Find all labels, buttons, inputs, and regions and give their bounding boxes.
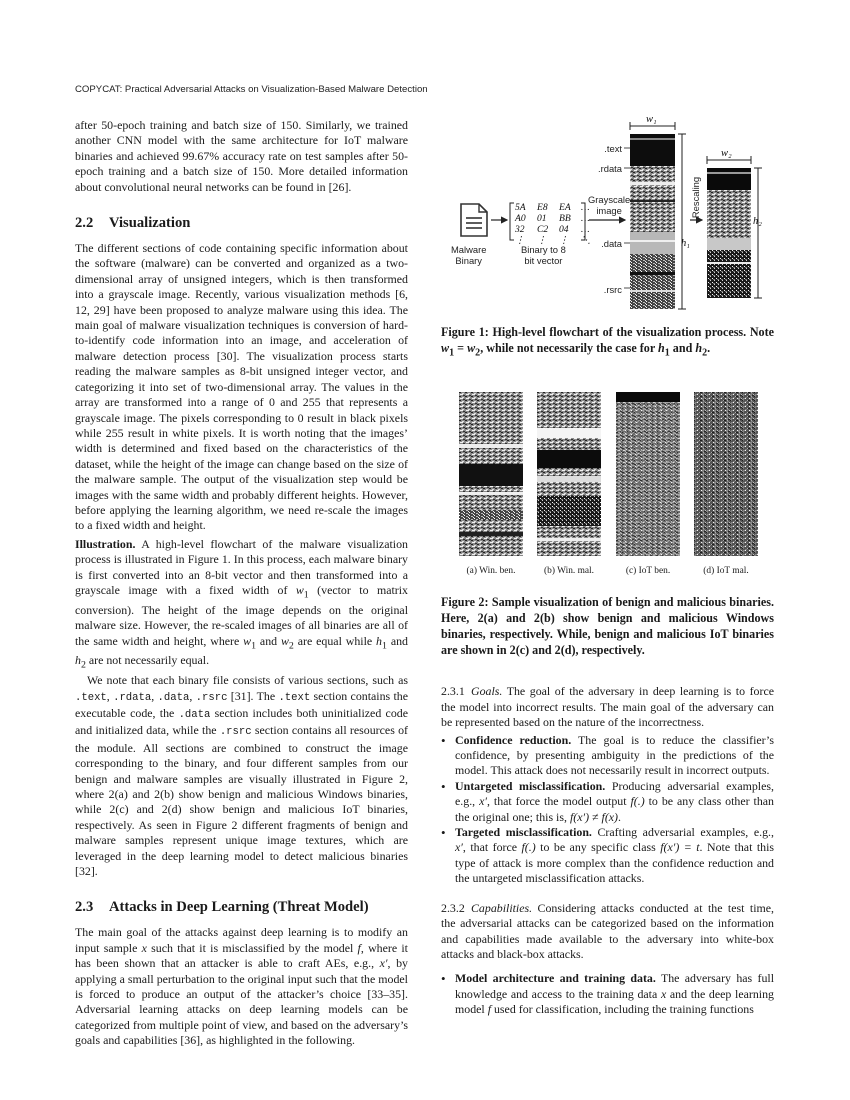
figure-1-caption: Figure 1: High-level flowchart of the visualization process. Note $w_1 = w_2$, while not necessarily the case for $h_1$ and $h_2$. — [441, 325, 774, 359]
subcaption-d: (d) IoT mal. — [703, 566, 749, 577]
binary-to-vector-label: Binary to 8 bit vector — [521, 244, 566, 266]
thumb-win-malicious — [537, 392, 601, 556]
capabilities-paragraph: 2.3.2 Capabilities. Considering attacks conducted at the test time, the adversarial attacks can be categorized based on the information and capabilities made available to the adversary into white-box attacks and black-box attacks. — [441, 900, 774, 961]
rescaling-label: Rescaling — [690, 176, 702, 219]
malware-binary-label: Malware Binary — [451, 244, 487, 266]
intro-paragraph: after 50-epoch training and batch size of 150. Similarly, we trained another CNN model with the same architecture for IoT malware binaries and achieved 99.67% accuracy rate on test samples after 50-epoch training and a batch size of 150. More detailed information about convolutional neural networks can be found in [26]. — [75, 118, 408, 194]
h2-label: h₂ — [753, 216, 762, 227]
section-label-rdata: .rdata — [598, 163, 622, 174]
section-label-rsrc: .rsrc — [603, 284, 622, 295]
figure-1 — [441, 112, 774, 322]
goals-list — [441, 733, 774, 887]
section-heading-visualization: 2.2 Visualization — [75, 215, 191, 232]
running-head: COPYCAT: Practical Adversarial Attacks on Visualization-Based Malware Detection — [75, 84, 428, 95]
list-item-confidence-reduction: • Confidence reduction. The goal is to reduce the classifier’s confidence, by presenting ambiguity in the predictions of the model. This attack does not necessarily result in incorrect outputs. — [441, 733, 774, 779]
visualization-paragraph: The different sections of code containing specific information about the software (malware) can be converted and organized as a two-dimensional array of unsigned integers, which is then transformed into a grayscale image. Recently, various visualization methods [6, 12, 29] have been proposed to analyze malware using this idea. The main goal of malware visualization techniques is conversion of hard-to-identify code information into an image, and acceleration of malware detection process [30]. The visualization process starts reading the malware samples as 8-bit unsigned integer vector, and categorizing it into set of two-dimensional array. The values in the array are transformed into a range of 0 and 255 that represents a grayscale image. The pixels corresponding to 0 result in black pixels while 255 result in white pixels. It is worth noting that the images’ width is determined and fixed based on the characteristics of the dataset, while the height of the image can change based on the size of the malware sample. The output of the visualization step would be images with the same width and probably different heights. However, before applying the learning algorithm, we need re-scale the images to a fixed width and height. — [75, 241, 408, 533]
list-item-model-architecture: • Model architecture and training data. The adversary has full knowledge and access to the training data x and the deep learning model f used for classification, including the training functions — [441, 971, 774, 1017]
section-label-data: .data — [601, 238, 622, 249]
rescaled-image — [707, 168, 751, 298]
h1-label: h₁ — [681, 238, 690, 249]
capabilities-list — [441, 971, 774, 1017]
w2-label: w₂ — [721, 148, 732, 159]
attacks-paragraph: The main goal of the attacks against deep learning is to modify an input sample x such that it is misclassified by the model f, where it has been shown that an attacker is able to craft AEs, e.g., x′, by applying a small perturbation to the original input such that the model is forced to produce an output of the attacker’s choice [33–35]. Adversarial learning attacks on deep learning models can be categorized from multiple point of view, and based on the adversary’s goals and capabilities [36], as highlighted in the following. — [75, 925, 408, 1048]
goals-paragraph: 2.3.1 Goals. The goal of the adversary in deep learning is to force the model into incorrect results. The main goal of the adversary can be represented based on the nature of the incorrectness. — [441, 684, 774, 730]
grayscale-image — [630, 134, 675, 309]
sections-paragraph: We note that each binary file consists of various sections, such as .text, .rdata, .data, .rsrc [31]. The .text section contains the executable code, the .data section includes both uninitialized code and initialized data, while the .rsrc section contains all resources of the module. All sections are combined to construct the image corresponding to the binary, and four different samples from our benign and malware samples are visually illustrated in Figure 2, where 2(a) and 2(b) show benign and malicious Windows binaries, while 2(c) and 2(d) show benign and malicious IoT binaries, respectively. As seen in Figure 2 different fragments of benign and malware samples represent unique image textures, which are leveraged in the deep learning model to detect malicious binaries [32]. — [75, 673, 409, 878]
figure-2-caption: Figure 2: Sample visualization of benign and malicious binaries. Here, 2(a) and 2(b) show benign and malicious Windows binaries, respectively. While, benign and malicious IoT binaries are shown in 2(c) and 2(d), respectively. — [441, 595, 774, 658]
byte-matrix: 5A E8 EA … A0 01 BB … 32 C2 04 … ⋮ ⋮ ⋮ ⋱ — [515, 202, 591, 246]
document-icon — [461, 204, 487, 236]
thumb-iot-benign — [616, 392, 680, 556]
thumb-win-benign — [459, 392, 523, 556]
grayscale-image-label: Grayscale image — [588, 194, 631, 216]
illustration-paragraph: Illustration. A high-level flowchart of the malware visualization process is illustrated in Figure 1. In this process, each malware binary is first converted into an 8-bit vector and then transformed into a grayscale image with a fixed width of $w_1$ (vector to matrix conversion). The height of the image depends on the original malware size. However, the re-scaled images of all binaries are all of the same width and height, where $w_1$ and $w_2$ are equal while $h_1$ and $h_2$ are not necessarily equal. — [75, 536, 409, 671]
thumb-iot-malicious — [694, 392, 758, 556]
subcaption-b: (b) Win. mal. — [544, 566, 594, 577]
left-column — [75, 118, 408, 1049]
figure-2 — [441, 392, 774, 578]
list-item-untargeted: • Untargeted misclassification. Producing adversarial examples, e.g., x′, that force the model output f(.) to be any class other than the original one; this is, f(x′) ≠ f(x). — [441, 779, 774, 825]
section-heading-attacks: 2.3 Attacks in Deep Learning (Threat Model) — [75, 899, 369, 916]
section-label-text: .text — [604, 143, 622, 154]
w1-label: w₁ — [646, 114, 657, 125]
subcaption-c: (c) IoT ben. — [625, 566, 671, 577]
subcaption-a: (a) Win. ben. — [466, 566, 516, 577]
right-column — [441, 112, 774, 1018]
list-item-targeted: • Targeted misclassification. Crafting adversarial examples, e.g., x′, that force f(.) to be any specific class f(x′) = t. Note that this type of attack is more complex than the confidence reduction and the untargeted misclassification attacks. — [441, 825, 774, 887]
